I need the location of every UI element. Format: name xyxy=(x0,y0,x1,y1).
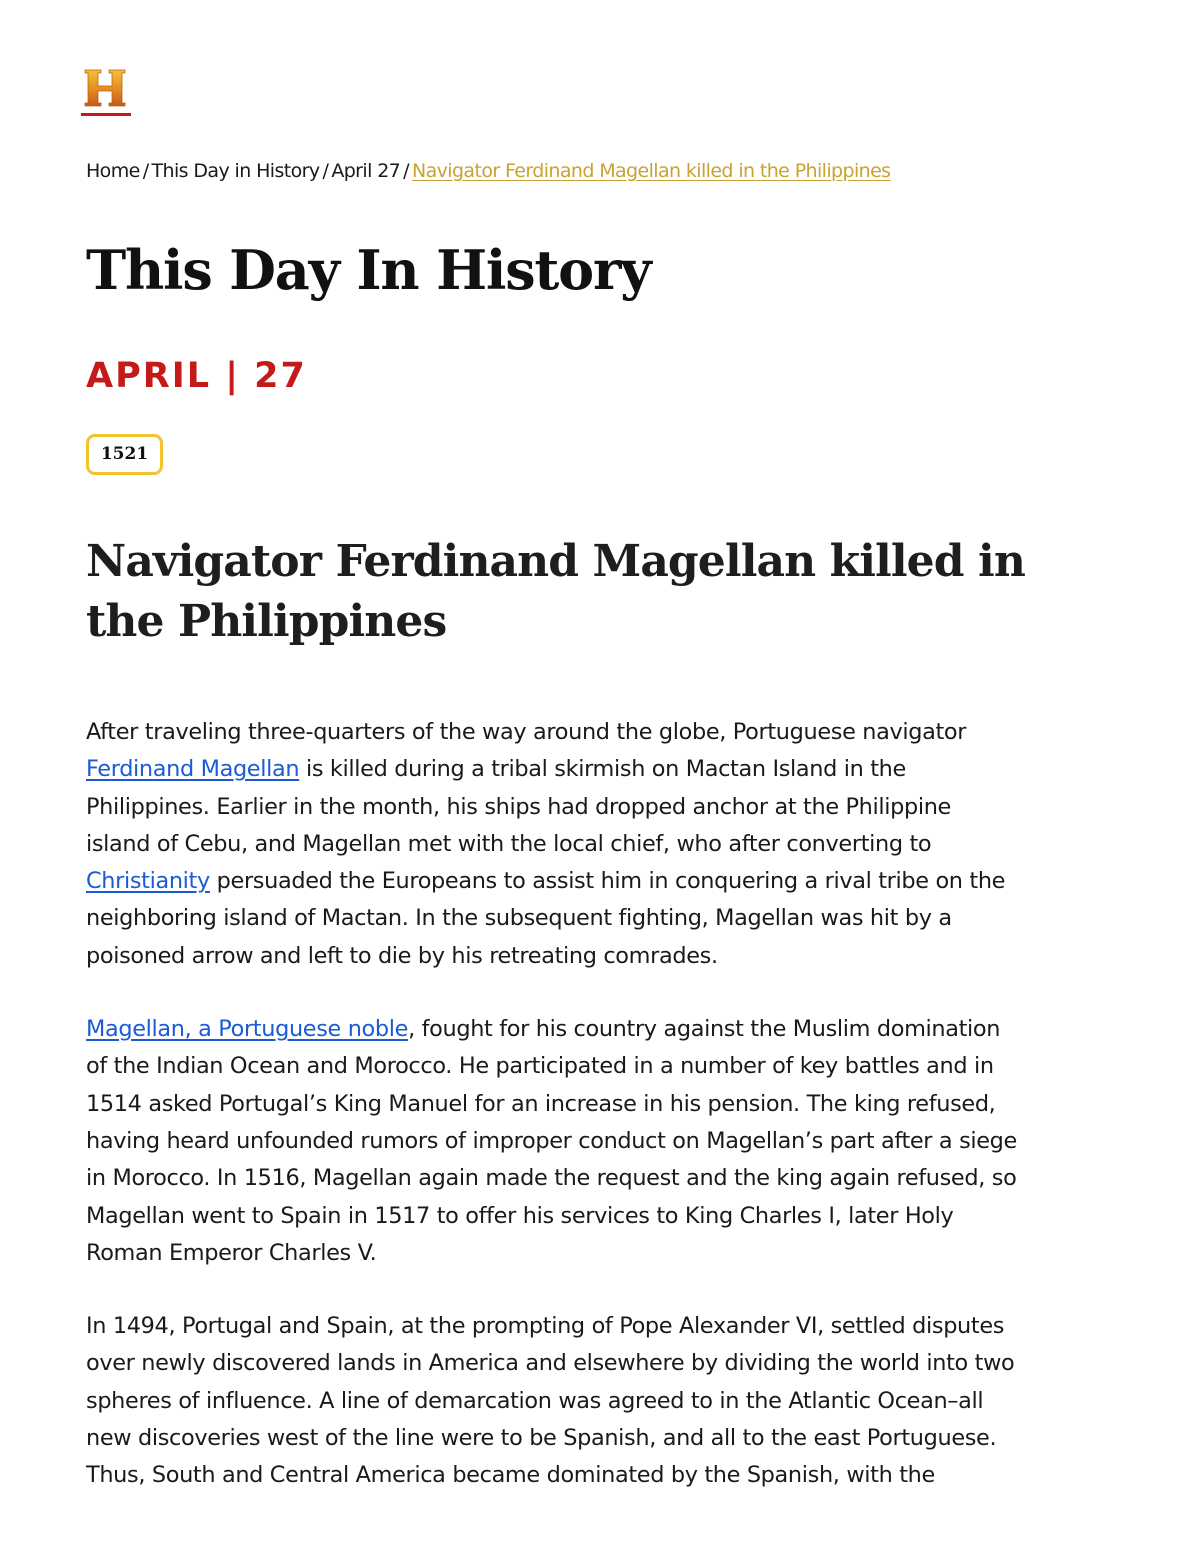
article-paragraph xyxy=(86,1308,1126,1494)
paragraph-line: of the Indian Ocean and Morocco. He participated in a number of key battles and in xyxy=(86,1053,994,1080)
article-paragraph xyxy=(86,1011,1126,1272)
paragraph-line: Magellan, a Portuguese noble, fought for his country against the Muslim domination xyxy=(86,1016,1001,1043)
paragraph-line: Ferdinand Magellan is killed during a tribal skirmish on Mactan Island in the xyxy=(86,756,906,783)
page-title: This Day In History xyxy=(86,238,651,302)
breadcrumb-this-day-in-history[interactable]: This Day in History xyxy=(151,160,320,182)
inline-link[interactable]: Magellan, a Portuguese noble xyxy=(86,1016,409,1043)
article-title-line: the Philippines xyxy=(86,596,447,647)
article-body xyxy=(86,714,1126,1531)
paragraph-line: over newly discovered lands in America and elsewhere by dividing the world into two xyxy=(86,1350,1015,1377)
paragraph-line: Christianity persuaded the Europeans to assist him in conquering a rival tribe on the xyxy=(86,868,1006,895)
breadcrumb-separator: / xyxy=(322,160,329,182)
inline-link[interactable]: Christianity xyxy=(86,868,210,895)
breadcrumb-april-27[interactable]: April 27 xyxy=(331,160,401,182)
breadcrumb-home[interactable]: Home xyxy=(86,160,140,182)
paragraph-line: new discoveries west of the line were to be Spanish, and all to the east Portuguese. xyxy=(86,1425,997,1452)
paragraph-line: Magellan went to Spain in 1517 to offer his services to King Charles I, later Holy xyxy=(86,1202,954,1229)
breadcrumb-current[interactable]: Navigator Ferdinand Magellan killed in the Philippines xyxy=(411,160,891,182)
paragraph-line: in Morocco. In 1516, Magellan again made the request and the king again refused, so xyxy=(86,1165,1017,1192)
paragraph-line: spheres of influence. A line of demarcation was agreed to in the Atlantic Ocean–all xyxy=(86,1387,984,1414)
article-title-line: Navigator Ferdinand Magellan killed in xyxy=(86,536,1025,587)
breadcrumb-separator: / xyxy=(142,160,149,182)
paragraph-line: 1514 asked Portugal’s King Manuel for an increase in his pension. The king refused, xyxy=(86,1090,996,1117)
paragraph-line: Philippines. Earlier in the month, his ships had dropped anchor at the Philippine xyxy=(86,793,951,820)
inline-link[interactable]: Ferdinand Magellan xyxy=(86,756,300,783)
paragraph-line: island of Cebu, and Magellan met with the local chief, who after converting to xyxy=(86,830,932,857)
date-heading: APRIL | 27 xyxy=(86,356,307,396)
paragraph-line: having heard unfounded rumors of improper conduct on Magellan’s part after a siege xyxy=(86,1127,1017,1154)
article-title xyxy=(86,532,1086,652)
breadcrumb-separator: / xyxy=(403,160,409,182)
breadcrumb xyxy=(86,158,890,184)
year-badge: 1521 xyxy=(86,434,163,475)
paragraph-line: Thus, South and Central America became dominated by the Spanish, with the xyxy=(86,1462,935,1489)
paragraph-line: poisoned arrow and left to die by his retreating comrades. xyxy=(86,942,718,969)
history-h-logo-icon xyxy=(81,66,133,120)
history-logo[interactable] xyxy=(81,66,133,120)
paragraph-line: After traveling three-quarters of the way around the globe, Portuguese navigator xyxy=(86,719,967,745)
article-paragraph xyxy=(86,714,1126,975)
paragraph-line: Roman Emperor Charles V. xyxy=(86,1239,377,1266)
paragraph-line: neighboring island of Mactan. In the subsequent fighting, Magellan was hit by a xyxy=(86,905,952,932)
paragraph-line: In 1494, Portugal and Spain, at the prompting of Pope Alexander VI, settled disputes xyxy=(86,1313,1005,1340)
